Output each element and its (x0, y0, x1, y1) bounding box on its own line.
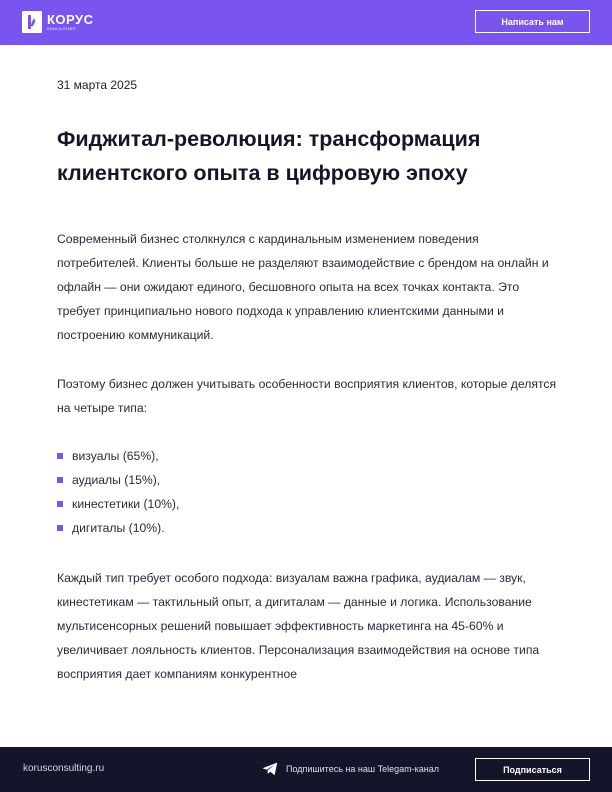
article-paragraph-3: Каждый тип требует особого подхода: визуалам важна графика, аудиалам — звук, кинестетикам — тактильный опыт, а дигиталам — данные и логика. Использование мультисенсорных решений повышает эффективность маркетинга на 45-60% и увеличивает лояльность клиентов. Персонализация взаимодействия на основе типа восприятия дает компаниям конкурентное (57, 571, 540, 681)
bullet-icon (57, 477, 63, 483)
article-date: 31 марта 2025 (57, 78, 138, 92)
bullet-icon (57, 453, 63, 459)
list-item (57, 492, 179, 516)
article-paragraph-1: Современный бизнес столкнулся с кардинальным изменением поведения потребителей. Клиенты больше не разделяют взаимодействие с брендом на онлайн и офлайн — они ожидают единого, бесшовного опыта на всех точках контакта. Это требует принципиально нового подхода к управлению клиентскими данными и построению коммуникаций. (57, 232, 549, 342)
header-bar (0, 0, 612, 45)
subscribe-button[interactable]: Подписаться (475, 758, 590, 781)
list-item (57, 516, 179, 540)
logo-subtitle: КОНСАЛТИНГ (47, 26, 77, 31)
list-item (57, 444, 179, 468)
bullet-icon (57, 525, 63, 531)
logo-icon (22, 11, 42, 33)
site-link[interactable]: korusconsulting.ru (23, 763, 105, 774)
footer-bar (0, 747, 612, 792)
korus-logo[interactable] (22, 11, 94, 33)
list-item-text: дигиталы (10%). (72, 521, 165, 535)
article-title: Фиджитал-революция: трансформация клиентского опыта в цифровую эпоху (57, 127, 481, 185)
logo-text (47, 13, 94, 31)
list-item-text: аудиалы (15%), (72, 473, 161, 487)
list-item (57, 468, 179, 492)
perception-types-list (57, 444, 179, 540)
telegram-link[interactable]: Подпишитесь на наш Telegam-канал (286, 764, 439, 774)
bullet-icon (57, 501, 63, 507)
list-item-text: кинестетики (10%), (72, 497, 180, 511)
logo-name: КОРУС (47, 12, 94, 27)
list-item-text: визуалы (65%), (72, 449, 159, 463)
article-paragraph-2: Поэтому бизнес должен учитывать особенности восприятия клиентов, которые делятся на четыре типа: (57, 377, 557, 415)
contact-us-button[interactable]: Написать нам (475, 10, 590, 33)
telegram-icon[interactable] (262, 762, 278, 776)
